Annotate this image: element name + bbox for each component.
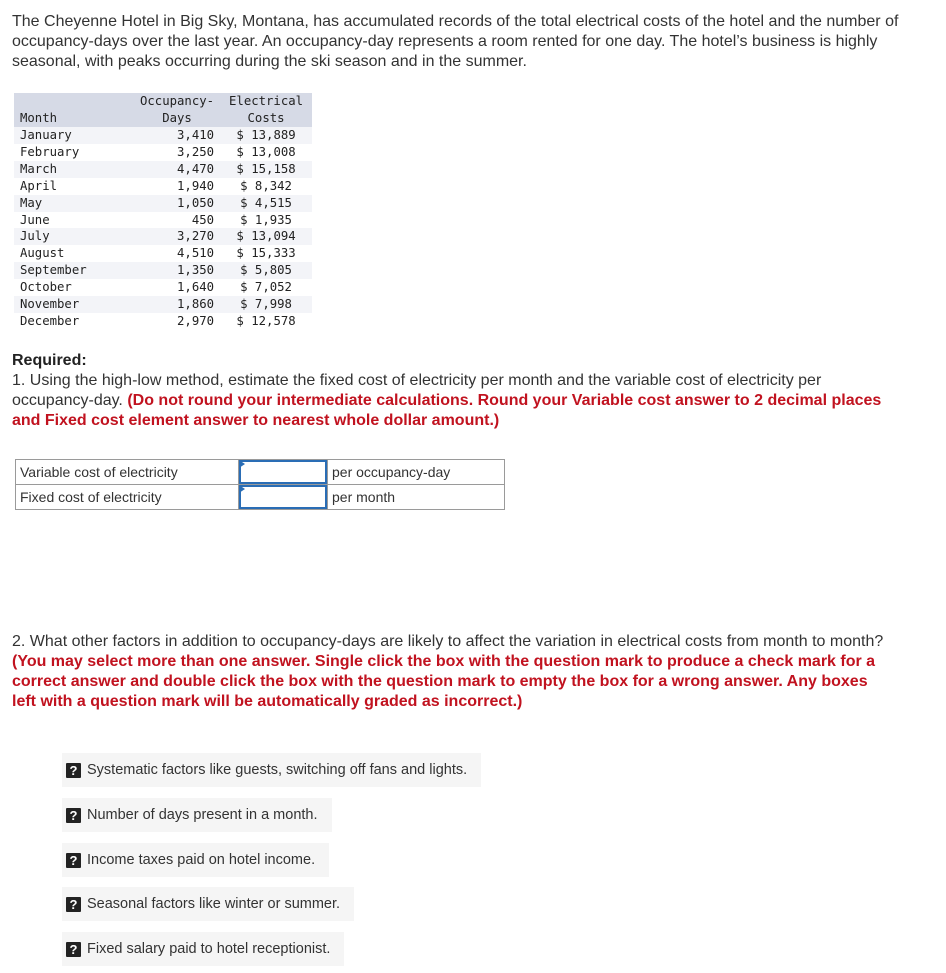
required-section bbox=[12, 351, 896, 431]
days-cell: 1,860 bbox=[134, 296, 220, 313]
table-row bbox=[14, 161, 312, 178]
table-row bbox=[14, 144, 312, 161]
month-cell: December bbox=[14, 313, 134, 330]
cost-cell: $ 12,578 bbox=[220, 313, 312, 330]
variable-cost-label: Variable cost of electricity bbox=[16, 460, 239, 485]
cost-cell: $ 5,805 bbox=[220, 262, 312, 279]
month-cell: July bbox=[14, 228, 134, 245]
days-cell: 1,640 bbox=[134, 279, 220, 296]
month-cell: September bbox=[14, 262, 134, 279]
data-table bbox=[14, 93, 312, 330]
table-row bbox=[14, 313, 312, 330]
option-fixed-salary[interactable] bbox=[62, 932, 344, 966]
option-days-in-month[interactable] bbox=[62, 798, 332, 832]
month-cell: January bbox=[14, 127, 134, 144]
days-cell: 4,470 bbox=[134, 161, 220, 178]
table-row bbox=[14, 245, 312, 262]
table-row bbox=[14, 296, 312, 313]
option-label: Income taxes paid on hotel income. bbox=[87, 852, 316, 868]
answer-row-variable-cost bbox=[16, 460, 505, 485]
header-occupancy-days bbox=[134, 93, 220, 127]
question-1-text: 1. Using the high-low method, estimate the fixed cost of electricity per month and the variable cost of electricity per occupancy-day. bbox=[12, 372, 822, 409]
days-cell: 450 bbox=[134, 212, 220, 229]
option-seasonal-factors[interactable] bbox=[62, 887, 354, 921]
month-cell: June bbox=[14, 212, 134, 229]
fixed-cost-unit: per month bbox=[328, 485, 505, 510]
answer-row-fixed-cost bbox=[16, 485, 505, 510]
cost-cell: $ 13,889 bbox=[220, 127, 312, 144]
fixed-cost-label: Fixed cost of electricity bbox=[16, 485, 239, 510]
header-occupancy-line1: Occupancy- bbox=[140, 94, 215, 108]
days-cell: 3,250 bbox=[134, 144, 220, 161]
month-cell: October bbox=[14, 279, 134, 296]
required-title: Required: bbox=[12, 352, 87, 369]
days-cell: 1,940 bbox=[134, 178, 220, 195]
month-cell: November bbox=[14, 296, 134, 313]
cost-cell: $ 8,342 bbox=[220, 178, 312, 195]
table-row bbox=[14, 178, 312, 195]
input-marker-icon bbox=[239, 460, 245, 468]
cost-cell: $ 15,333 bbox=[220, 245, 312, 262]
question-2-instruction: (You may select more than one answer. Single click the box with the question mark to produce a check mark for a correct answer and double click the box with the question mark to empty the box for a wrong answer. Any boxes left with a question mark will be automatically graded as incorrect.) bbox=[12, 653, 876, 710]
table-row bbox=[14, 228, 312, 245]
days-cell: 3,270 bbox=[134, 228, 220, 245]
cost-cell: $ 7,052 bbox=[220, 279, 312, 296]
header-electrical-costs bbox=[220, 93, 312, 127]
month-cell: April bbox=[14, 178, 134, 195]
option-label: Number of days present in a month. bbox=[87, 807, 318, 823]
days-cell: 3,410 bbox=[134, 127, 220, 144]
fixed-cost-cell bbox=[239, 485, 328, 510]
days-cell: 4,510 bbox=[134, 245, 220, 262]
month-cell: May bbox=[14, 195, 134, 212]
month-cell: March bbox=[14, 161, 134, 178]
month-cell: February bbox=[14, 144, 134, 161]
cost-cell: $ 13,094 bbox=[220, 228, 312, 245]
table-row bbox=[14, 279, 312, 296]
question-mark-checkbox[interactable]: ? bbox=[66, 897, 81, 912]
option-label: Fixed salary paid to hotel receptionist. bbox=[87, 941, 331, 957]
days-cell: 1,350 bbox=[134, 262, 220, 279]
question-2-text: 2. What other factors in addition to occupancy-days are likely to affect the variation in electrical costs from month to month? bbox=[12, 633, 884, 650]
answer-table bbox=[15, 459, 505, 510]
table-row bbox=[14, 195, 312, 212]
cost-cell: $ 13,008 bbox=[220, 144, 312, 161]
cost-cell: $ 15,158 bbox=[220, 161, 312, 178]
header-cost-line1: Electrical bbox=[229, 94, 304, 108]
question-mark-checkbox[interactable]: ? bbox=[66, 942, 81, 957]
question-mark-checkbox[interactable]: ? bbox=[66, 763, 81, 778]
question-mark-checkbox[interactable]: ? bbox=[66, 808, 81, 823]
table-row bbox=[14, 212, 312, 229]
variable-cost-cell bbox=[239, 460, 328, 485]
fixed-cost-input[interactable] bbox=[239, 485, 327, 509]
problem-intro: The Cheyenne Hotel in Big Sky, Montana, has accumulated records of the total electrical costs of the hotel and the number of occupancy-days over the last year. An occupancy-day represents a room rented for one day. The hotel’s business is highly seasonal, with peaks occurring during the ski season and in the summer. bbox=[12, 13, 899, 70]
question-mark-checkbox[interactable]: ? bbox=[66, 853, 81, 868]
days-cell: 2,970 bbox=[134, 313, 220, 330]
question-1-instruction: (Do not round your intermediate calculations. Round your Variable cost answer to 2 decimal places and Fixed cost element answer to nearest whole dollar amount.) bbox=[12, 392, 882, 429]
option-systematic-factors[interactable] bbox=[62, 753, 481, 787]
question-2 bbox=[12, 632, 896, 712]
option-label: Systematic factors like guests, switching off fans and lights. bbox=[87, 762, 468, 778]
cost-cell: $ 4,515 bbox=[220, 195, 312, 212]
header-occupancy-line2: Days bbox=[162, 111, 192, 125]
header-month: Month bbox=[14, 93, 134, 127]
variable-cost-input[interactable] bbox=[239, 460, 327, 484]
header-cost-line2: Costs bbox=[247, 111, 285, 125]
input-marker-icon bbox=[239, 485, 245, 493]
month-cell: August bbox=[14, 245, 134, 262]
table-row bbox=[14, 262, 312, 279]
option-label: Seasonal factors like winter or summer. bbox=[87, 896, 341, 912]
option-income-taxes[interactable] bbox=[62, 843, 329, 877]
variable-cost-unit: per occupancy-day bbox=[328, 460, 505, 485]
table-row bbox=[14, 127, 312, 144]
table-header-row bbox=[14, 93, 312, 127]
cost-cell: $ 7,998 bbox=[220, 296, 312, 313]
days-cell: 1,050 bbox=[134, 195, 220, 212]
cost-cell: $ 1,935 bbox=[220, 212, 312, 229]
